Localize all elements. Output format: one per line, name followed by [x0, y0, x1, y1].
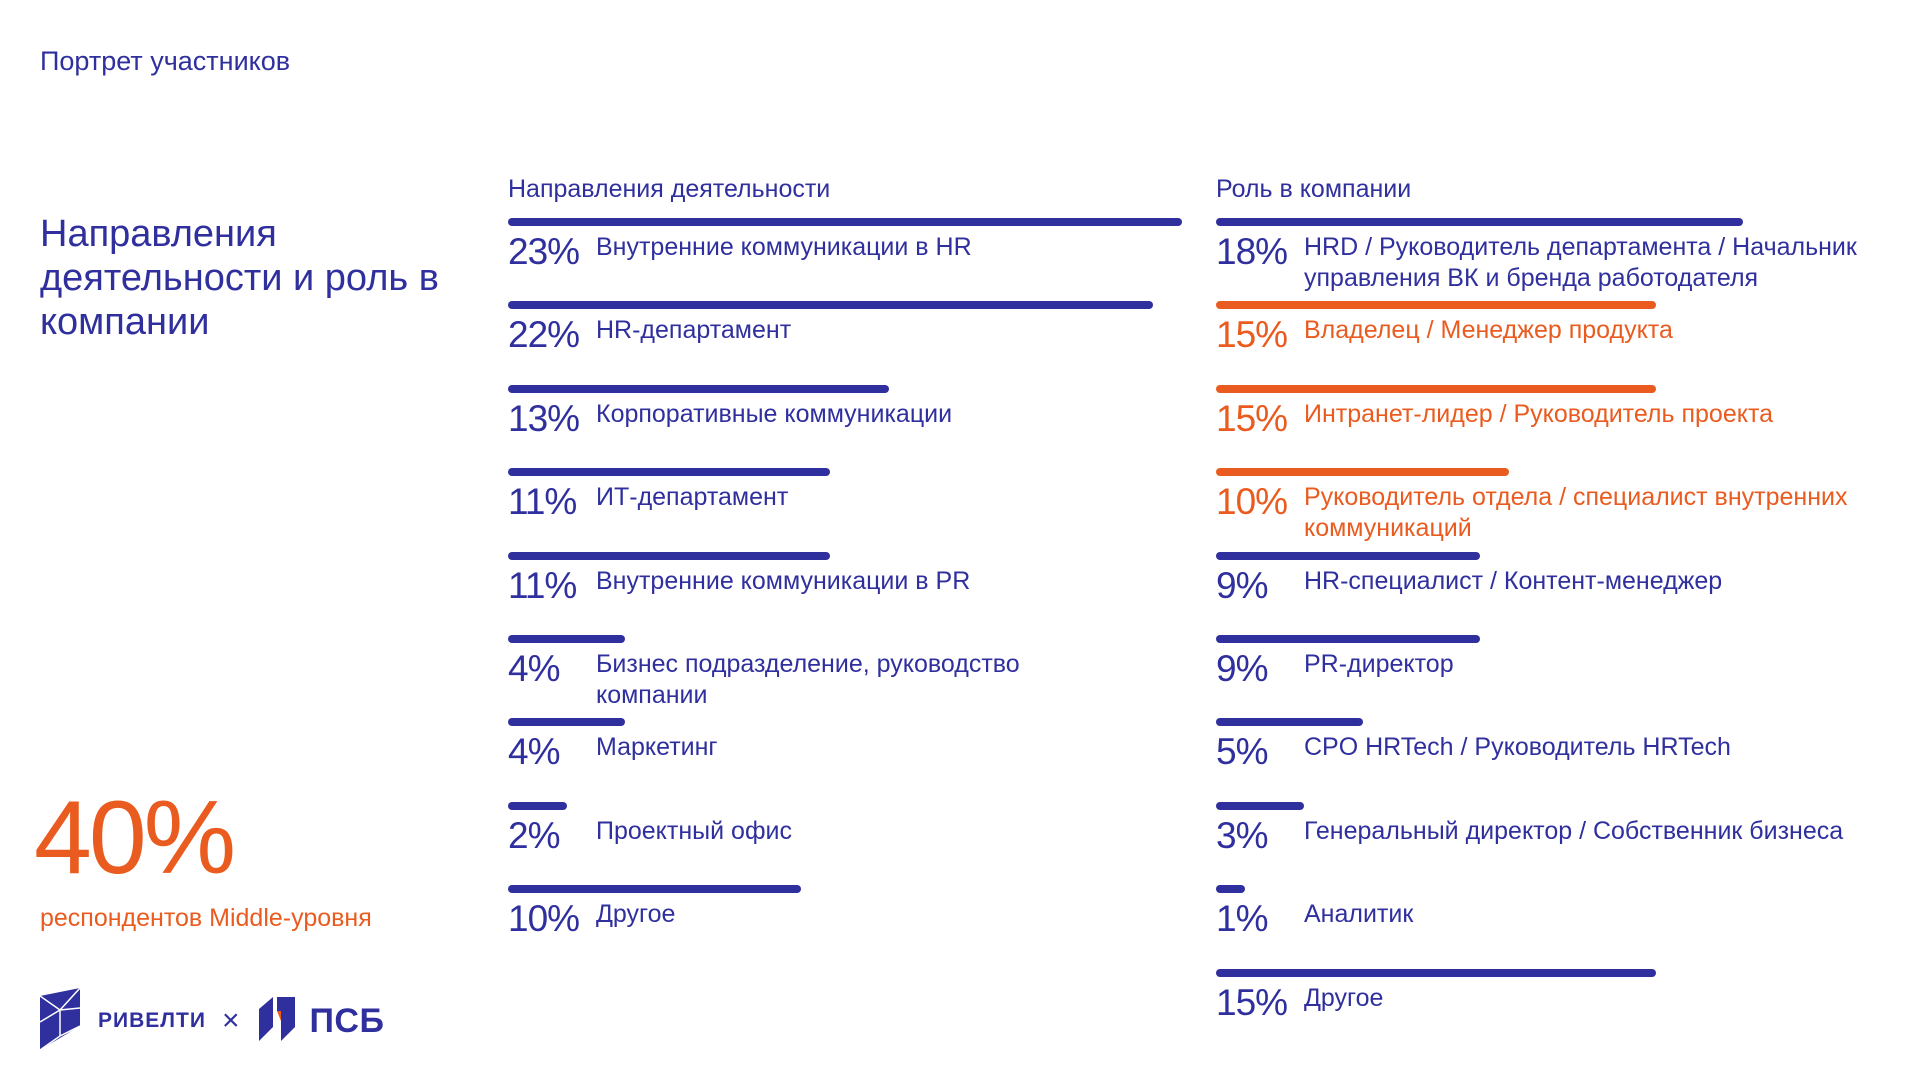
category-label: Аналитик	[1304, 900, 1414, 929]
category-label: HR-специалист / Контент-менеджер	[1304, 566, 1723, 595]
chart-bar	[508, 385, 889, 393]
chart-bar	[1216, 802, 1304, 810]
category-label: Маркетинг	[596, 733, 718, 762]
chart-bar	[508, 552, 830, 560]
data-label-percent: 4%	[508, 648, 560, 689]
data-label-percent: 2%	[508, 814, 560, 856]
chart-bar	[508, 468, 830, 476]
category-label: ИТ-департамент	[596, 483, 789, 512]
data-label-percent: 23%	[508, 231, 580, 272]
chart-bar	[508, 218, 1182, 226]
chart-bar	[508, 802, 567, 810]
chart-bar	[1216, 301, 1656, 309]
data-label-percent: 5%	[1216, 731, 1268, 773]
chart-bar	[1216, 718, 1363, 726]
data-label-percent: 1%	[1216, 898, 1268, 940]
data-label-percent: 13%	[508, 397, 580, 439]
chart-bar	[1216, 885, 1245, 893]
psb-logo-icon	[255, 997, 299, 1046]
chart-bar	[1216, 969, 1656, 977]
category-label: Внутренние коммуникации в PR	[596, 566, 971, 595]
page-eyebrow: Портрет участников	[40, 46, 291, 76]
category-label: Бизнес подразделение, руководство компании	[596, 650, 1020, 709]
data-label-percent: 9%	[1216, 564, 1268, 606]
category-label: Корпоративные коммуникации	[596, 399, 953, 428]
logo-separator: ×	[221, 1004, 240, 1037]
highlight-value: 40%	[34, 780, 234, 896]
data-label-percent: 11%	[508, 564, 577, 606]
category-label: HRD / Руководитель департамента / Начальник управления ВК и бренда работодателя	[1304, 233, 1857, 292]
category-label: HR-департамент	[596, 316, 792, 345]
chart-bar	[508, 301, 1153, 309]
category-label: Другое	[596, 900, 676, 929]
highlight-caption: респондентов Middle-уровня	[40, 904, 372, 932]
chart-title-role: Роль в компании	[1216, 175, 1412, 203]
category-label: Проектный офис	[596, 816, 792, 845]
data-label-percent: 9%	[1216, 648, 1268, 689]
data-label-percent: 15%	[1216, 397, 1288, 439]
footer-logos	[40, 990, 384, 1052]
data-label-percent: 10%	[508, 898, 580, 940]
category-label: CPO HRTech / Руководитель HRTech	[1304, 733, 1731, 762]
chart-bar	[1216, 218, 1743, 226]
data-label-percent: 4%	[508, 731, 560, 773]
section-title: Направления деятельности и роль в компании	[40, 213, 439, 343]
chart-bar	[1216, 468, 1509, 476]
chart-bar	[1216, 552, 1480, 560]
category-label: Внутренние коммуникации в HR	[596, 233, 972, 261]
data-label-percent: 10%	[1216, 481, 1288, 523]
data-label-percent: 22%	[508, 314, 580, 356]
category-label: Генеральный директор / Собственник бизнеса	[1304, 816, 1844, 845]
data-label-percent: 3%	[1216, 814, 1268, 856]
data-label-percent: 15%	[1216, 981, 1288, 1023]
data-label-percent: 15%	[1216, 314, 1288, 356]
chart-bar	[508, 635, 625, 643]
chart-bar	[1216, 635, 1480, 643]
category-label: Другое	[1304, 983, 1384, 1012]
chart-bar	[508, 718, 625, 726]
rivelti-logo-text: РИВЕЛТИ	[98, 1009, 206, 1032]
data-label-percent: 11%	[508, 481, 577, 523]
category-label: Руководитель отдела / специалист внутренних коммуникаций	[1304, 483, 1848, 543]
data-label-percent: 18%	[1216, 231, 1288, 272]
category-label: Интранет-лидер / Руководитель проекта	[1304, 399, 1774, 428]
chart-bar	[1216, 385, 1656, 393]
chart-bar	[508, 885, 801, 893]
chart-title-activity: Направления деятельности	[508, 175, 831, 203]
rivelti-logo-icon	[40, 988, 80, 1055]
psb-logo-text: ПСБ	[309, 1001, 385, 1040]
category-label: PR-директор	[1304, 650, 1454, 678]
category-label: Владелец / Менеджер продукта	[1304, 316, 1673, 345]
